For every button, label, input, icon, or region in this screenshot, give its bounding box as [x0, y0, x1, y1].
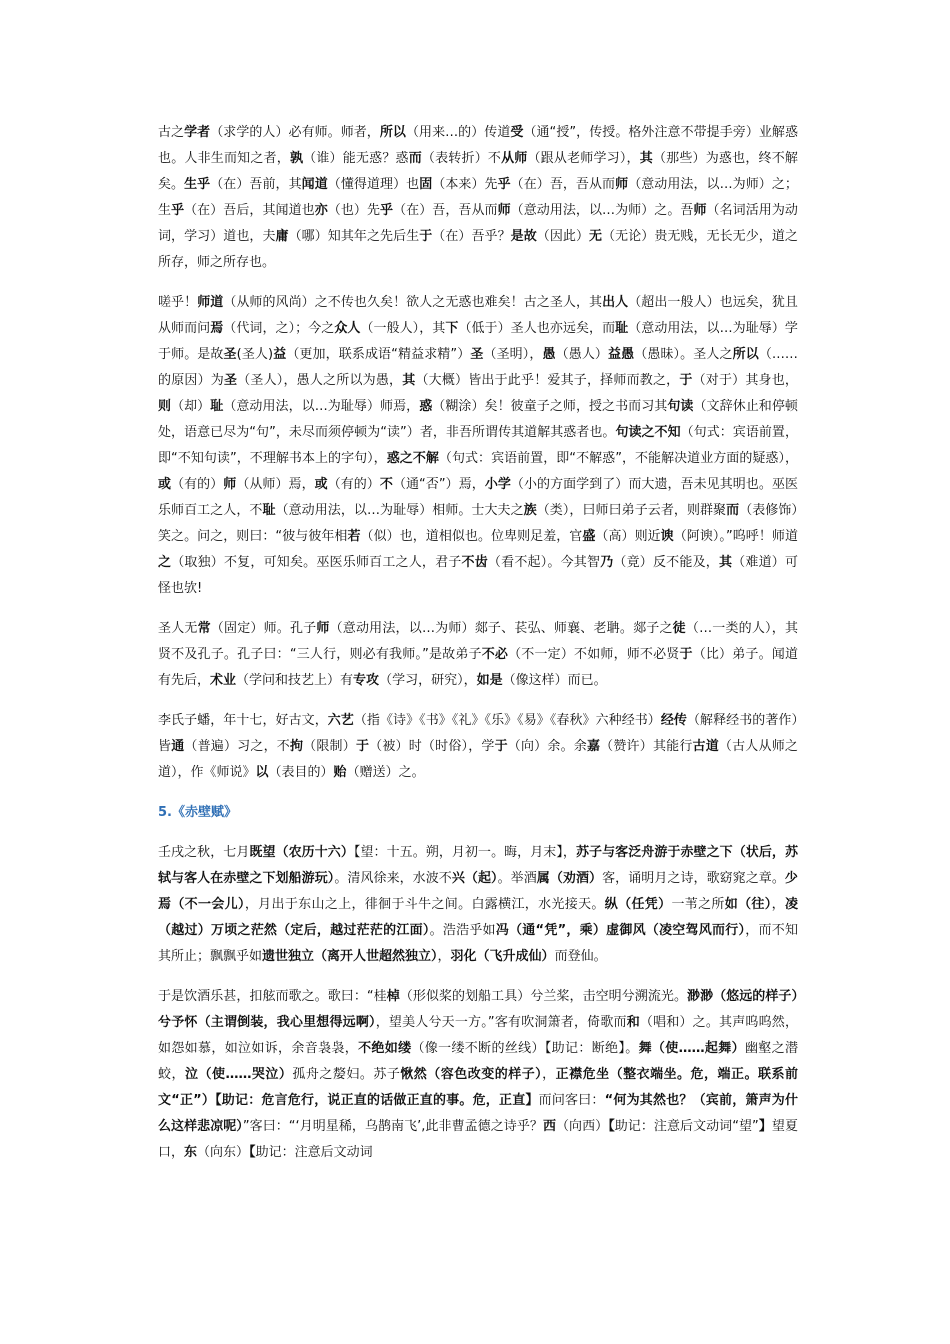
- bold-text: 学者: [184, 125, 211, 140]
- text: （代词，之）；今之: [223, 321, 335, 336]
- bold-text: 圣: [223, 347, 237, 362]
- bold-text: 不齿: [461, 555, 488, 570]
- bold-text: 纵（任凭）: [604, 897, 672, 912]
- shi-shuo-section: [158, 120, 798, 786]
- text: 客，诵明月之诗，歌窈窕之章。: [602, 871, 785, 886]
- text: ，望美人兮天一方。”客有吹洞箫者，倚歌而: [375, 1015, 627, 1030]
- bold-text: 所以: [732, 347, 759, 362]
- text: （表修饰）笑之。问之，则曰：“彼与彼年相: [158, 503, 798, 544]
- bold-text: 以: [255, 765, 269, 780]
- text: （意动用法，以…为师）之；生: [158, 177, 798, 218]
- text: （比）弟子。闻道有先后，: [158, 647, 798, 688]
- bold-text: 师: [693, 203, 707, 218]
- text: 壬戌之秋，七月: [158, 845, 250, 860]
- bold-text: 师: [497, 203, 511, 218]
- paragraph: [158, 120, 798, 276]
- bold-text: 受: [510, 125, 524, 140]
- text: 而登仙。: [554, 949, 607, 964]
- text: （意动用法，以…为耻辱）学于师。是故: [158, 321, 798, 362]
- text: （圣人），愚人之所以为愚，: [237, 373, 403, 388]
- bold-text: “何为其然也？（宾前，箫声为什么这样悲凉呢）: [158, 1093, 798, 1134]
- text: 李氏子蟠，年十七，好古文，: [158, 713, 328, 728]
- bold-text: 闻道: [301, 177, 328, 192]
- text: （表目的）: [268, 765, 334, 780]
- bold-text: 师: [223, 477, 237, 492]
- bold-text: 族: [523, 503, 537, 518]
- text: ”客曰：“‘月明星稀，乌鹊南飞’,此非曹孟德之诗乎？: [242, 1119, 543, 1134]
- text: （唱和）之。其声呜呜然，如怨如慕，如泣如诉，余音袅袅，: [158, 1015, 798, 1056]
- text: 助记：注意后文动词: [255, 1145, 373, 1160]
- text: （…一类的人），其贤不及孔子。孔子曰：“三人行，则必有我师。”是故弟子: [158, 621, 798, 662]
- text: (圣人): [236, 347, 274, 362]
- bold-text: 徒: [672, 621, 686, 636]
- text: （愚人）: [555, 347, 609, 362]
- text: （看不起）。今其智: [487, 555, 601, 570]
- text: （有的）: [171, 477, 224, 492]
- bold-text: 【: [249, 1145, 256, 1160]
- bold-text: 益愚: [608, 347, 635, 362]
- bold-text: 嘉: [586, 739, 601, 754]
- bold-text: 和: [626, 1015, 640, 1030]
- text: （解释经书的著作）皆: [158, 713, 798, 754]
- bold-text: 众人: [334, 321, 361, 336]
- bold-text: 于: [494, 739, 508, 754]
- text: （低于）圣人也亦远矣，而: [458, 321, 616, 336]
- text: 。举酒: [497, 871, 537, 886]
- bold-text: 舞（使……起舞）: [638, 1041, 745, 1056]
- text: （普遍）习之，不: [184, 739, 290, 754]
- text: （从师的风尚）之不传也久矣！欲人之无惑也难矣！古之圣人，其: [223, 295, 603, 310]
- bold-text: 于: [679, 647, 693, 662]
- text: （求学的人）必有师。师者，: [210, 125, 380, 140]
- bold-text: 冯（通“凭”，乘）虚御风（凌空驾风而行）: [495, 923, 746, 938]
- text: （愚昧）。圣人之: [634, 347, 733, 362]
- text: 于是饮酒乐甚，扣舷而歌之。歌曰：“桂: [158, 989, 387, 1004]
- text: （高）则近: [595, 529, 661, 544]
- text: （句式：宾语前置，即“不知句读”，不理解书本上的字句），: [158, 425, 798, 466]
- text: （懂得道理）也: [327, 177, 420, 192]
- bold-text: 泣（使……哭泣）: [184, 1067, 293, 1082]
- bold-text: 小学: [484, 477, 511, 492]
- chibi-fu-section: [158, 840, 798, 1166]
- bold-text: 不绝如缕: [358, 1041, 412, 1056]
- bold-text: 师道: [197, 295, 224, 310]
- bold-text: 师: [615, 177, 629, 192]
- section-heading: 5.《赤壁赋》: [158, 805, 237, 820]
- bold-text: 专攻: [353, 673, 380, 688]
- text: （在）吾乎？: [432, 229, 511, 244]
- text: （文辞休止和停顿处，语意已尽为“句”，未尽而须停顿为“读”）者，非吾所谓传其道解其惑者也。: [158, 399, 798, 440]
- paragraph: [158, 708, 798, 786]
- text: （取独）不复，可知矣。巫医乐师百工之人，君子: [171, 555, 462, 570]
- bold-text: 圣: [223, 373, 238, 388]
- text: （句式：宾语前置，即“不解惑”，不能解决道业方面的疑惑），: [438, 451, 798, 466]
- bold-text: 谀: [660, 529, 674, 544]
- text: （大概）皆出于此乎！爱其子，择师而教之，: [415, 373, 680, 388]
- text: （名词活用为动词，学习）道也，夫: [158, 203, 798, 244]
- bold-text: 通: [171, 739, 185, 754]
- bold-text: 既望（农历十六）: [249, 845, 354, 860]
- text: （本来）先: [432, 177, 498, 192]
- bold-text: 乃: [600, 555, 614, 570]
- text: ，: [542, 1067, 556, 1082]
- text: （通“否”）焉，: [392, 477, 485, 492]
- text: （小的方面学到了）而大遗，吾未见其明也。巫医乐师百工之人，不: [158, 477, 798, 518]
- bold-text: 孰: [289, 151, 304, 166]
- paragraph: [158, 840, 798, 970]
- text: ，而不知其所止；飘飘乎如: [158, 923, 798, 964]
- text: 一苇之所: [671, 897, 725, 912]
- bold-text: 其: [402, 373, 416, 388]
- bold-text: 惑: [419, 399, 433, 414]
- bold-text: 或: [314, 477, 328, 492]
- text: （通“授”，传授。格外注意不带提手旁）业解惑也。人非生而知之者，: [158, 125, 798, 166]
- text: （用来…的）传道: [405, 125, 511, 140]
- text: （超出一般人）也远矣，犹且从师而问: [158, 295, 798, 336]
- bold-text: 如是: [476, 673, 503, 688]
- text: （赠送）之。: [346, 765, 425, 780]
- text: （像一缕不断的丝线）【助记：断绝】。: [411, 1041, 639, 1056]
- text: ，: [771, 897, 785, 912]
- text: （古人从师之道），作《师说》: [158, 739, 798, 780]
- text: （在）吾后，其闻道也: [184, 203, 315, 218]
- bold-text: 不必: [481, 647, 509, 662]
- bold-text: 渺渺（悠远的样子）兮予怀（主谓倒装，我心里想得远啊）: [158, 989, 798, 1030]
- bold-text: 耻: [262, 503, 276, 518]
- bold-text: 遗世独立（离开人世超然独立）: [262, 949, 438, 964]
- bold-text: 圣: [470, 347, 484, 362]
- bold-text: 凌（越过）万顷之茫然（定后，越过茫茫的江面）: [158, 897, 798, 938]
- text: （意动用法，以…为耻辱）师焉，: [223, 399, 420, 414]
- text: 孤舟之嫠妇。苏子: [292, 1067, 401, 1082]
- text: （……的原因）为: [158, 347, 798, 388]
- bold-text: 亦: [314, 203, 328, 218]
- bold-text: 是故: [510, 229, 537, 244]
- text: （难道）可怪也欤!: [158, 555, 798, 596]
- text: （类），曰师曰弟子云者，则群聚: [536, 503, 727, 518]
- bold-text: 庸: [275, 229, 289, 244]
- text: （赞许）其能行: [600, 739, 693, 754]
- text: （那些）为惑也，终不解矣。: [158, 151, 798, 192]
- bold-text: 无: [589, 229, 603, 244]
- text: （在）吾前，其: [210, 177, 302, 192]
- text: 古之: [158, 125, 185, 140]
- bold-text: 惑之不解: [386, 451, 439, 466]
- text: （也）先: [327, 203, 381, 218]
- bold-text: 生乎: [184, 177, 211, 192]
- bold-text: 出人: [602, 295, 629, 310]
- bold-text: 六艺: [327, 713, 354, 728]
- bold-text: 于: [679, 373, 693, 388]
- bold-text: 所以: [379, 125, 406, 140]
- bold-text: 棹: [386, 989, 400, 1004]
- text: （向）余。余: [507, 739, 587, 754]
- bold-text: 古道: [692, 739, 719, 754]
- bold-text: 句读之不知: [615, 425, 681, 440]
- bold-text: 于: [419, 229, 433, 244]
- bold-text: 苏子与客泛舟游于赤壁之下（状后，苏轼与客人在赤壁之下划船游玩）: [158, 845, 798, 886]
- bold-text: 或: [158, 477, 172, 492]
- bold-text: 而: [408, 151, 422, 166]
- paragraph: [158, 616, 798, 694]
- bold-text: 师: [316, 621, 330, 636]
- text: （形似桨的划船工具）兮兰桨，击空明兮溯流光。: [399, 989, 688, 1004]
- text: 。清风徐来，水波不: [334, 871, 452, 886]
- text: 助记：注意后文动词“望”: [614, 1119, 759, 1134]
- text: 嗟乎！: [158, 295, 198, 310]
- text: 而问客曰：: [538, 1093, 605, 1108]
- text: （向西）: [556, 1119, 609, 1134]
- bold-text: 固: [419, 177, 433, 192]
- bold-text: 则: [158, 399, 172, 414]
- text: （跟从老师学习），: [527, 151, 640, 166]
- bold-text: 属（劝酒）: [536, 871, 603, 886]
- paragraph: [158, 984, 798, 1166]
- text: （在）吾，吾从而: [393, 203, 498, 218]
- text: （在）吾，吾从而: [510, 177, 616, 192]
- bold-text: 而: [726, 503, 740, 518]
- text: （糊涂）矣！彼童子之师，授之书而习其: [432, 399, 668, 414]
- text: （像这样）而已。: [502, 673, 607, 688]
- bold-text: 乎: [380, 203, 394, 218]
- text: （意动用法，以…为耻辱）相师。士大夫之: [275, 503, 524, 518]
- bold-text: 若: [347, 529, 361, 544]
- text: 【望：十五。朔，月初一。晦，月末】，: [353, 845, 576, 860]
- text: （无论）贵无贱，无长无少，道之所存，师之所存也。: [158, 229, 798, 270]
- document-page: [158, 120, 798, 1180]
- text: （阿谀）。”呜呼！师道: [673, 529, 798, 544]
- bold-text: 常: [197, 621, 211, 636]
- text: 圣人无: [158, 621, 198, 636]
- text: （限制）: [303, 739, 356, 754]
- text: （被）时（时俗），学: [369, 739, 495, 754]
- text: （指《诗》《书》《礼》《乐》《易》《春秋》六种经书）: [353, 713, 661, 728]
- bold-text: 乎: [497, 177, 511, 192]
- bold-text: 从师: [501, 151, 528, 166]
- text: （似）也，道相似也。位卑则足羞，官: [360, 529, 583, 544]
- bold-text: 术业: [210, 673, 237, 688]
- text: 望夏口，: [158, 1119, 798, 1160]
- bold-text: 少焉（不一会儿）: [158, 871, 798, 912]
- bold-text: 益: [273, 347, 287, 362]
- text: （向东）: [197, 1145, 250, 1160]
- text: （意动用法，以…为师）郯子、苌弘、师襄、老聃。郯子之: [329, 621, 673, 636]
- text: （学问和技艺上）有: [236, 673, 354, 688]
- text: （因此）: [536, 229, 590, 244]
- bold-text: 兴（起）: [451, 871, 498, 886]
- bold-text: 羽化（飞升成仙）: [450, 949, 555, 964]
- text: （学习，研究），: [379, 673, 477, 688]
- text: （固定）师。孔子: [210, 621, 317, 636]
- bold-text: 于: [355, 739, 370, 754]
- text: （哪）知其年之先后生: [288, 229, 420, 244]
- text: （一般人），其: [360, 321, 446, 336]
- text: （从师）焉，: [236, 477, 315, 492]
- bold-text: 其: [718, 555, 733, 570]
- bold-text: 句读: [667, 399, 694, 414]
- bold-text: 下: [445, 321, 459, 336]
- bold-text: 之: [158, 555, 172, 570]
- bold-text: 乎: [171, 203, 185, 218]
- bold-text: 【: [608, 1119, 615, 1134]
- text: （更加，联系成语“精益求精”）: [286, 347, 471, 362]
- bold-text: 其: [639, 151, 653, 166]
- text: （却）: [171, 399, 211, 414]
- bold-text: 贻: [333, 765, 347, 780]
- text: （表转折）不: [421, 151, 502, 166]
- text: （对于）其身也，: [692, 373, 798, 388]
- text: （意动用法，以…为师）之。吾: [510, 203, 694, 218]
- bold-text: 盛: [582, 529, 596, 544]
- bold-text: 愀然（容色改变的样子）: [400, 1067, 543, 1082]
- bold-text: 不: [379, 477, 393, 492]
- bold-text: 愚: [542, 347, 556, 362]
- bold-text: 拘: [289, 739, 304, 754]
- bold-text: 西: [542, 1119, 556, 1134]
- bold-text: 焉: [210, 321, 224, 336]
- text: （竟）反不能及，: [613, 555, 719, 570]
- paragraph: [158, 290, 798, 602]
- bold-text: 经传: [660, 713, 687, 728]
- text: 。浩浩乎如: [429, 923, 496, 938]
- text: ，: [437, 949, 451, 964]
- text: （圣明），: [483, 347, 543, 362]
- bold-text: 如（往）: [724, 897, 772, 912]
- text: （谁）能无惑？惑: [303, 151, 409, 166]
- bold-text: 耻: [210, 399, 224, 414]
- text: （不一定）不如师，师不必贤: [508, 647, 680, 662]
- text: （有的）: [327, 477, 380, 492]
- text: ，月出于东山之上，徘徊于斗牛之间。白露横江，水光接天。: [244, 897, 605, 912]
- text: 幽壑之潜蛟，: [158, 1041, 798, 1082]
- bold-text: 】: [758, 1119, 772, 1134]
- bold-text: 耻: [615, 321, 629, 336]
- bold-text: 正襟危坐（整衣端坐。危，端正。联系前文“正”）【助记：危言危行，说正直的话做正直的事。危，正直】: [158, 1067, 798, 1108]
- bold-text: 东: [184, 1145, 198, 1160]
